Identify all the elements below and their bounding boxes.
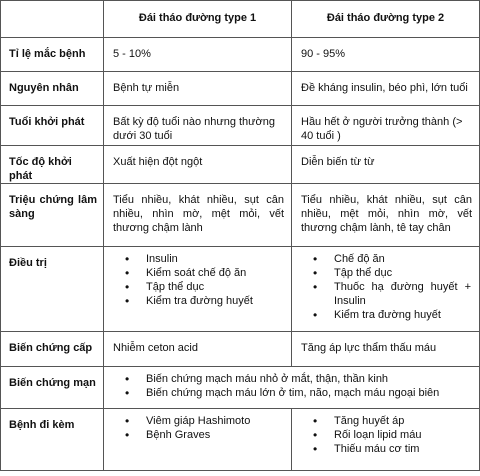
type2-cell: Đề kháng insulin, béo phì, lớn tuổi: [292, 72, 480, 106]
row-treatment: [1, 247, 480, 332]
row-acute-complication: [1, 332, 480, 367]
type1-cell: [104, 247, 292, 332]
row-prevalence: [1, 38, 480, 72]
header-empty: [1, 1, 104, 38]
comorbidity-list-type2: [298, 414, 471, 456]
type1-cell: Nhiễm ceton acid: [104, 332, 292, 367]
type2-cell: [292, 409, 480, 471]
type1-cell: Tiểu nhiều, khát nhiều, sụt cân nhiều, nhìn mờ, mệt mỏi, vết thương chậm lành: [104, 184, 292, 247]
spanning-cell: [104, 367, 480, 409]
type1-cell: Bệnh tự miễn: [104, 72, 292, 106]
row-onset-speed: [1, 146, 480, 184]
row-label: Nguyên nhân: [1, 72, 104, 106]
list-item: • Thuốc hạ đường huyết + Insulin: [334, 280, 471, 308]
list-item: • Bệnh Graves: [146, 428, 283, 442]
list-item: • Tập thể dục: [334, 266, 471, 280]
row-label: Điều trị: [1, 247, 104, 332]
row-onset-age: [1, 106, 480, 146]
list-item: • Insulin: [146, 252, 283, 266]
row-label: Tỉ lệ mắc bệnh: [1, 38, 104, 72]
row-label: Biến chứng mạn: [1, 367, 104, 409]
list-item: • Biến chứng mạch máu nhỏ ở mắt, thận, thần kinh: [146, 372, 471, 386]
header-row: [1, 1, 480, 38]
row-label: Tốc độ khởi phát: [1, 146, 104, 184]
header-type1: Đái tháo đường type 1: [104, 1, 292, 38]
row-label: Tuổi khởi phát: [1, 106, 104, 146]
list-item: • Kiểm tra đường huyết: [334, 308, 471, 322]
type2-cell: 90 - 95%: [292, 38, 480, 72]
row-cause: [1, 72, 480, 106]
row-label: Biến chứng cấp: [1, 332, 104, 367]
type1-cell: [104, 409, 292, 471]
treatment-list-type2: [298, 252, 471, 322]
list-item: • Chế độ ăn: [334, 252, 471, 266]
row-symptoms: [1, 184, 480, 247]
type1-cell: Xuất hiện đột ngột: [104, 146, 292, 184]
type2-cell: [292, 247, 480, 332]
list-item: • Kiểm tra đường huyết: [146, 294, 283, 308]
type2-cell: Diễn biến từ từ: [292, 146, 480, 184]
row-comorbidities: [1, 409, 480, 471]
type2-cell: Tiểu nhiều, khát nhiều, sụt cân nhiều, mệt mỏi, nhìn mờ, vết thương chậm lành, tê tay chân: [292, 184, 480, 247]
type2-cell: Tăng áp lực thẩm thấu máu: [292, 332, 480, 367]
type2-cell: Hầu hết ở người trưởng thành (> 40 tuổi ): [292, 106, 480, 146]
chronic-complication-list: [110, 372, 471, 400]
list-item: • Tăng huyết áp: [334, 414, 471, 428]
row-label: Triệu chứng lâm sàng: [1, 184, 104, 247]
comorbidity-list-type1: [110, 414, 283, 442]
list-item: • Rối loạn lipid máu: [334, 428, 471, 442]
list-item: • Thiếu máu cơ tim: [334, 442, 471, 456]
row-chronic-complication: [1, 367, 480, 409]
treatment-list-type1: [110, 252, 283, 308]
type1-cell: 5 - 10%: [104, 38, 292, 72]
list-item: • Viêm giáp Hashimoto: [146, 414, 283, 428]
list-item: • Kiểm soát chế độ ăn: [146, 266, 283, 280]
type1-cell: Bất kỳ độ tuổi nào nhưng thường dưới 30 tuổi: [104, 106, 292, 146]
list-item: • Biến chứng mạch máu lớn ở tim, não, mạch máu ngoại biên: [146, 386, 471, 400]
row-label: Bệnh đi kèm: [1, 409, 104, 471]
header-type2: Đái tháo đường type 2: [292, 1, 480, 38]
list-item: • Tập thể dục: [146, 280, 283, 294]
